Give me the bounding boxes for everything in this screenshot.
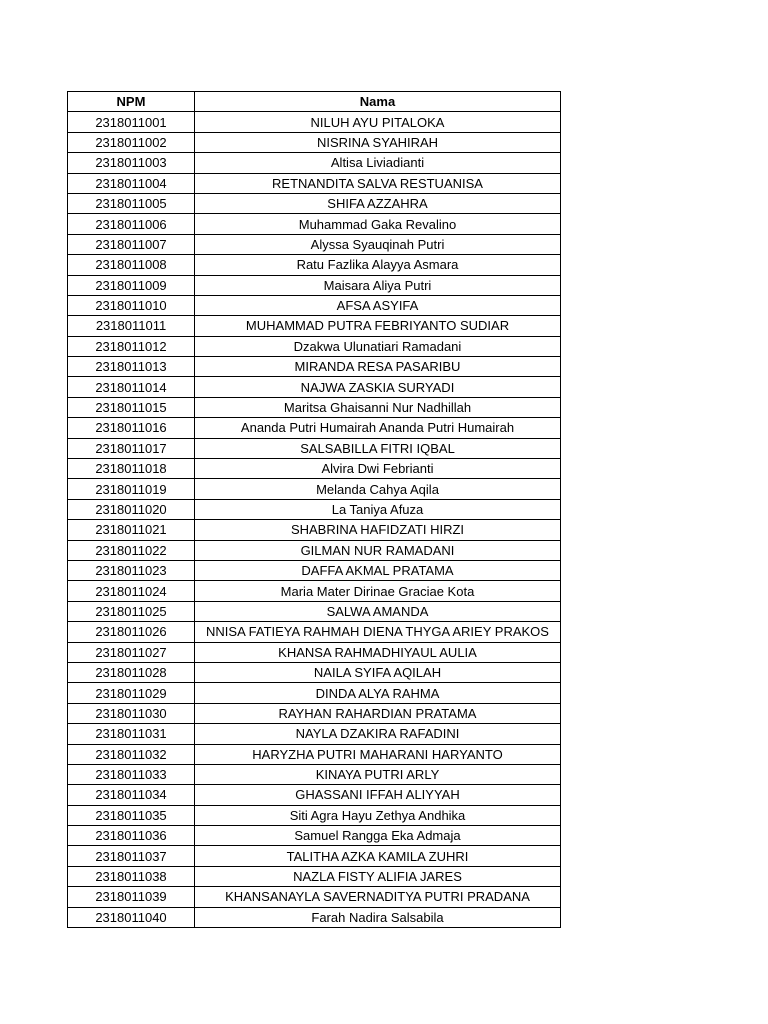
nama-cell: NAJWA ZASKIA SURYADI [195, 377, 561, 397]
npm-cell: 2318011033 [68, 764, 195, 784]
table-row [68, 887, 561, 907]
table-row [68, 214, 561, 234]
npm-cell: 2318011009 [68, 275, 195, 295]
nama-cell: RETNANDITA SALVA RESTUANISA [195, 173, 561, 193]
nama-cell: HARYZHA PUTRI MAHARANI HARYANTO [195, 744, 561, 764]
npm-cell: 2318011015 [68, 397, 195, 417]
table-row [68, 316, 561, 336]
table-row [68, 255, 561, 275]
nama-cell: SHIFA AZZAHRA [195, 193, 561, 213]
nama-cell: MUHAMMAD PUTRA FEBRIYANTO SUDIAR [195, 316, 561, 336]
nama-cell: NAILA SYIFA AQILAH [195, 662, 561, 682]
npm-cell: 2318011020 [68, 499, 195, 519]
nama-cell: SALWA AMANDA [195, 601, 561, 621]
table-row [68, 683, 561, 703]
nama-cell: MIRANDA RESA PASARIBU [195, 357, 561, 377]
npm-cell: 2318011011 [68, 316, 195, 336]
nama-cell: Alyssa Syauqinah Putri [195, 234, 561, 254]
npm-cell: 2318011021 [68, 520, 195, 540]
table-header-row [68, 92, 561, 112]
npm-cell: 2318011019 [68, 479, 195, 499]
npm-cell: 2318011012 [68, 336, 195, 356]
table-row [68, 826, 561, 846]
nama-cell: Farah Nadira Salsabila [195, 907, 561, 927]
npm-cell: 2318011017 [68, 438, 195, 458]
table-row [68, 295, 561, 315]
npm-cell: 2318011028 [68, 662, 195, 682]
nama-cell: RAYHAN RAHARDIAN PRATAMA [195, 703, 561, 723]
table-row [68, 336, 561, 356]
nama-cell: NILUH AYU PITALOKA [195, 112, 561, 132]
nama-cell: Alvira Dwi Febrianti [195, 459, 561, 479]
table-row [68, 907, 561, 927]
nama-cell: Muhammad Gaka Revalino [195, 214, 561, 234]
table-row [68, 397, 561, 417]
nama-cell: GILMAN NUR RAMADANI [195, 540, 561, 560]
table-row [68, 132, 561, 152]
table-row [68, 173, 561, 193]
npm-cell: 2318011037 [68, 846, 195, 866]
npm-cell: 2318011035 [68, 805, 195, 825]
npm-cell: 2318011038 [68, 866, 195, 886]
nama-cell: NISRINA SYAHIRAH [195, 132, 561, 152]
npm-cell: 2318011016 [68, 418, 195, 438]
table-row [68, 193, 561, 213]
nama-cell: Maisara Aliya Putri [195, 275, 561, 295]
table-row [68, 662, 561, 682]
table-row [68, 622, 561, 642]
npm-cell: 2318011005 [68, 193, 195, 213]
header-npm: NPM [68, 92, 195, 112]
npm-cell: 2318011034 [68, 785, 195, 805]
npm-cell: 2318011025 [68, 601, 195, 621]
table-row [68, 153, 561, 173]
nama-cell: Ananda Putri Humairah Ananda Putri Humairah [195, 418, 561, 438]
npm-cell: 2318011001 [68, 112, 195, 132]
table-row [68, 275, 561, 295]
npm-cell: 2318011014 [68, 377, 195, 397]
nama-cell: GHASSANI IFFAH ALIYYAH [195, 785, 561, 805]
npm-cell: 2318011027 [68, 642, 195, 662]
nama-cell: KHANSANAYLA SAVERNADITYA PUTRI PRADANA [195, 887, 561, 907]
nama-cell: NNISA FATIEYA RAHMAH DIENA THYGA ARIEY PRAKOS [195, 622, 561, 642]
npm-cell: 2318011032 [68, 744, 195, 764]
nama-cell: AFSA ASYIFA [195, 295, 561, 315]
table-row [68, 540, 561, 560]
npm-cell: 2318011002 [68, 132, 195, 152]
npm-cell: 2318011040 [68, 907, 195, 927]
npm-cell: 2318011004 [68, 173, 195, 193]
nama-cell: KHANSA RAHMADHIYAUL AULIA [195, 642, 561, 662]
nama-cell: Maritsa Ghaisanni Nur Nadhillah [195, 397, 561, 417]
npm-cell: 2318011022 [68, 540, 195, 560]
nama-cell: DINDA ALYA RAHMA [195, 683, 561, 703]
table-row [68, 642, 561, 662]
nama-cell: Dzakwa Ulunatiari Ramadani [195, 336, 561, 356]
table-row [68, 866, 561, 886]
table-row [68, 581, 561, 601]
nama-cell: KINAYA PUTRI ARLY [195, 764, 561, 784]
table-row [68, 785, 561, 805]
nama-cell: Maria Mater Dirinae Graciae Kota [195, 581, 561, 601]
table-row [68, 357, 561, 377]
npm-cell: 2318011031 [68, 724, 195, 744]
table-row [68, 377, 561, 397]
table-row [68, 438, 561, 458]
nama-cell: DAFFA AKMAL PRATAMA [195, 560, 561, 580]
table-row [68, 846, 561, 866]
npm-cell: 2318011006 [68, 214, 195, 234]
table-row [68, 560, 561, 580]
nama-cell: TALITHA AZKA KAMILA ZUHRI [195, 846, 561, 866]
nama-cell: Melanda Cahya Aqila [195, 479, 561, 499]
nama-cell: Samuel Rangga Eka Admaja [195, 826, 561, 846]
table-row [68, 724, 561, 744]
nama-cell: Ratu Fazlika Alayya Asmara [195, 255, 561, 275]
npm-cell: 2318011013 [68, 357, 195, 377]
student-table [67, 91, 561, 928]
table-row [68, 764, 561, 784]
table-row [68, 703, 561, 723]
npm-cell: 2318011007 [68, 234, 195, 254]
table-row [68, 499, 561, 519]
npm-cell: 2318011010 [68, 295, 195, 315]
npm-cell: 2318011029 [68, 683, 195, 703]
nama-cell: SALSABILLA FITRI IQBAL [195, 438, 561, 458]
npm-cell: 2318011003 [68, 153, 195, 173]
nama-cell: NAYLA DZAKIRA RAFADINI [195, 724, 561, 744]
table-row [68, 479, 561, 499]
nama-cell: Siti Agra Hayu Zethya Andhika [195, 805, 561, 825]
table-row [68, 418, 561, 438]
nama-cell: La Taniya Afuza [195, 499, 561, 519]
table-body [68, 112, 561, 928]
npm-cell: 2318011018 [68, 459, 195, 479]
table-row [68, 601, 561, 621]
npm-cell: 2318011036 [68, 826, 195, 846]
table-row [68, 805, 561, 825]
npm-cell: 2318011026 [68, 622, 195, 642]
npm-cell: 2318011039 [68, 887, 195, 907]
table-row [68, 744, 561, 764]
npm-cell: 2318011024 [68, 581, 195, 601]
nama-cell: NAZLA FISTY ALIFIA JARES [195, 866, 561, 886]
nama-cell: Altisa Liviadianti [195, 153, 561, 173]
header-nama: Nama [195, 92, 561, 112]
npm-cell: 2318011023 [68, 560, 195, 580]
nama-cell: SHABRINA HAFIDZATI HIRZI [195, 520, 561, 540]
npm-cell: 2318011030 [68, 703, 195, 723]
table-row [68, 520, 561, 540]
table-row [68, 112, 561, 132]
table-row [68, 459, 561, 479]
table-row [68, 234, 561, 254]
npm-cell: 2318011008 [68, 255, 195, 275]
